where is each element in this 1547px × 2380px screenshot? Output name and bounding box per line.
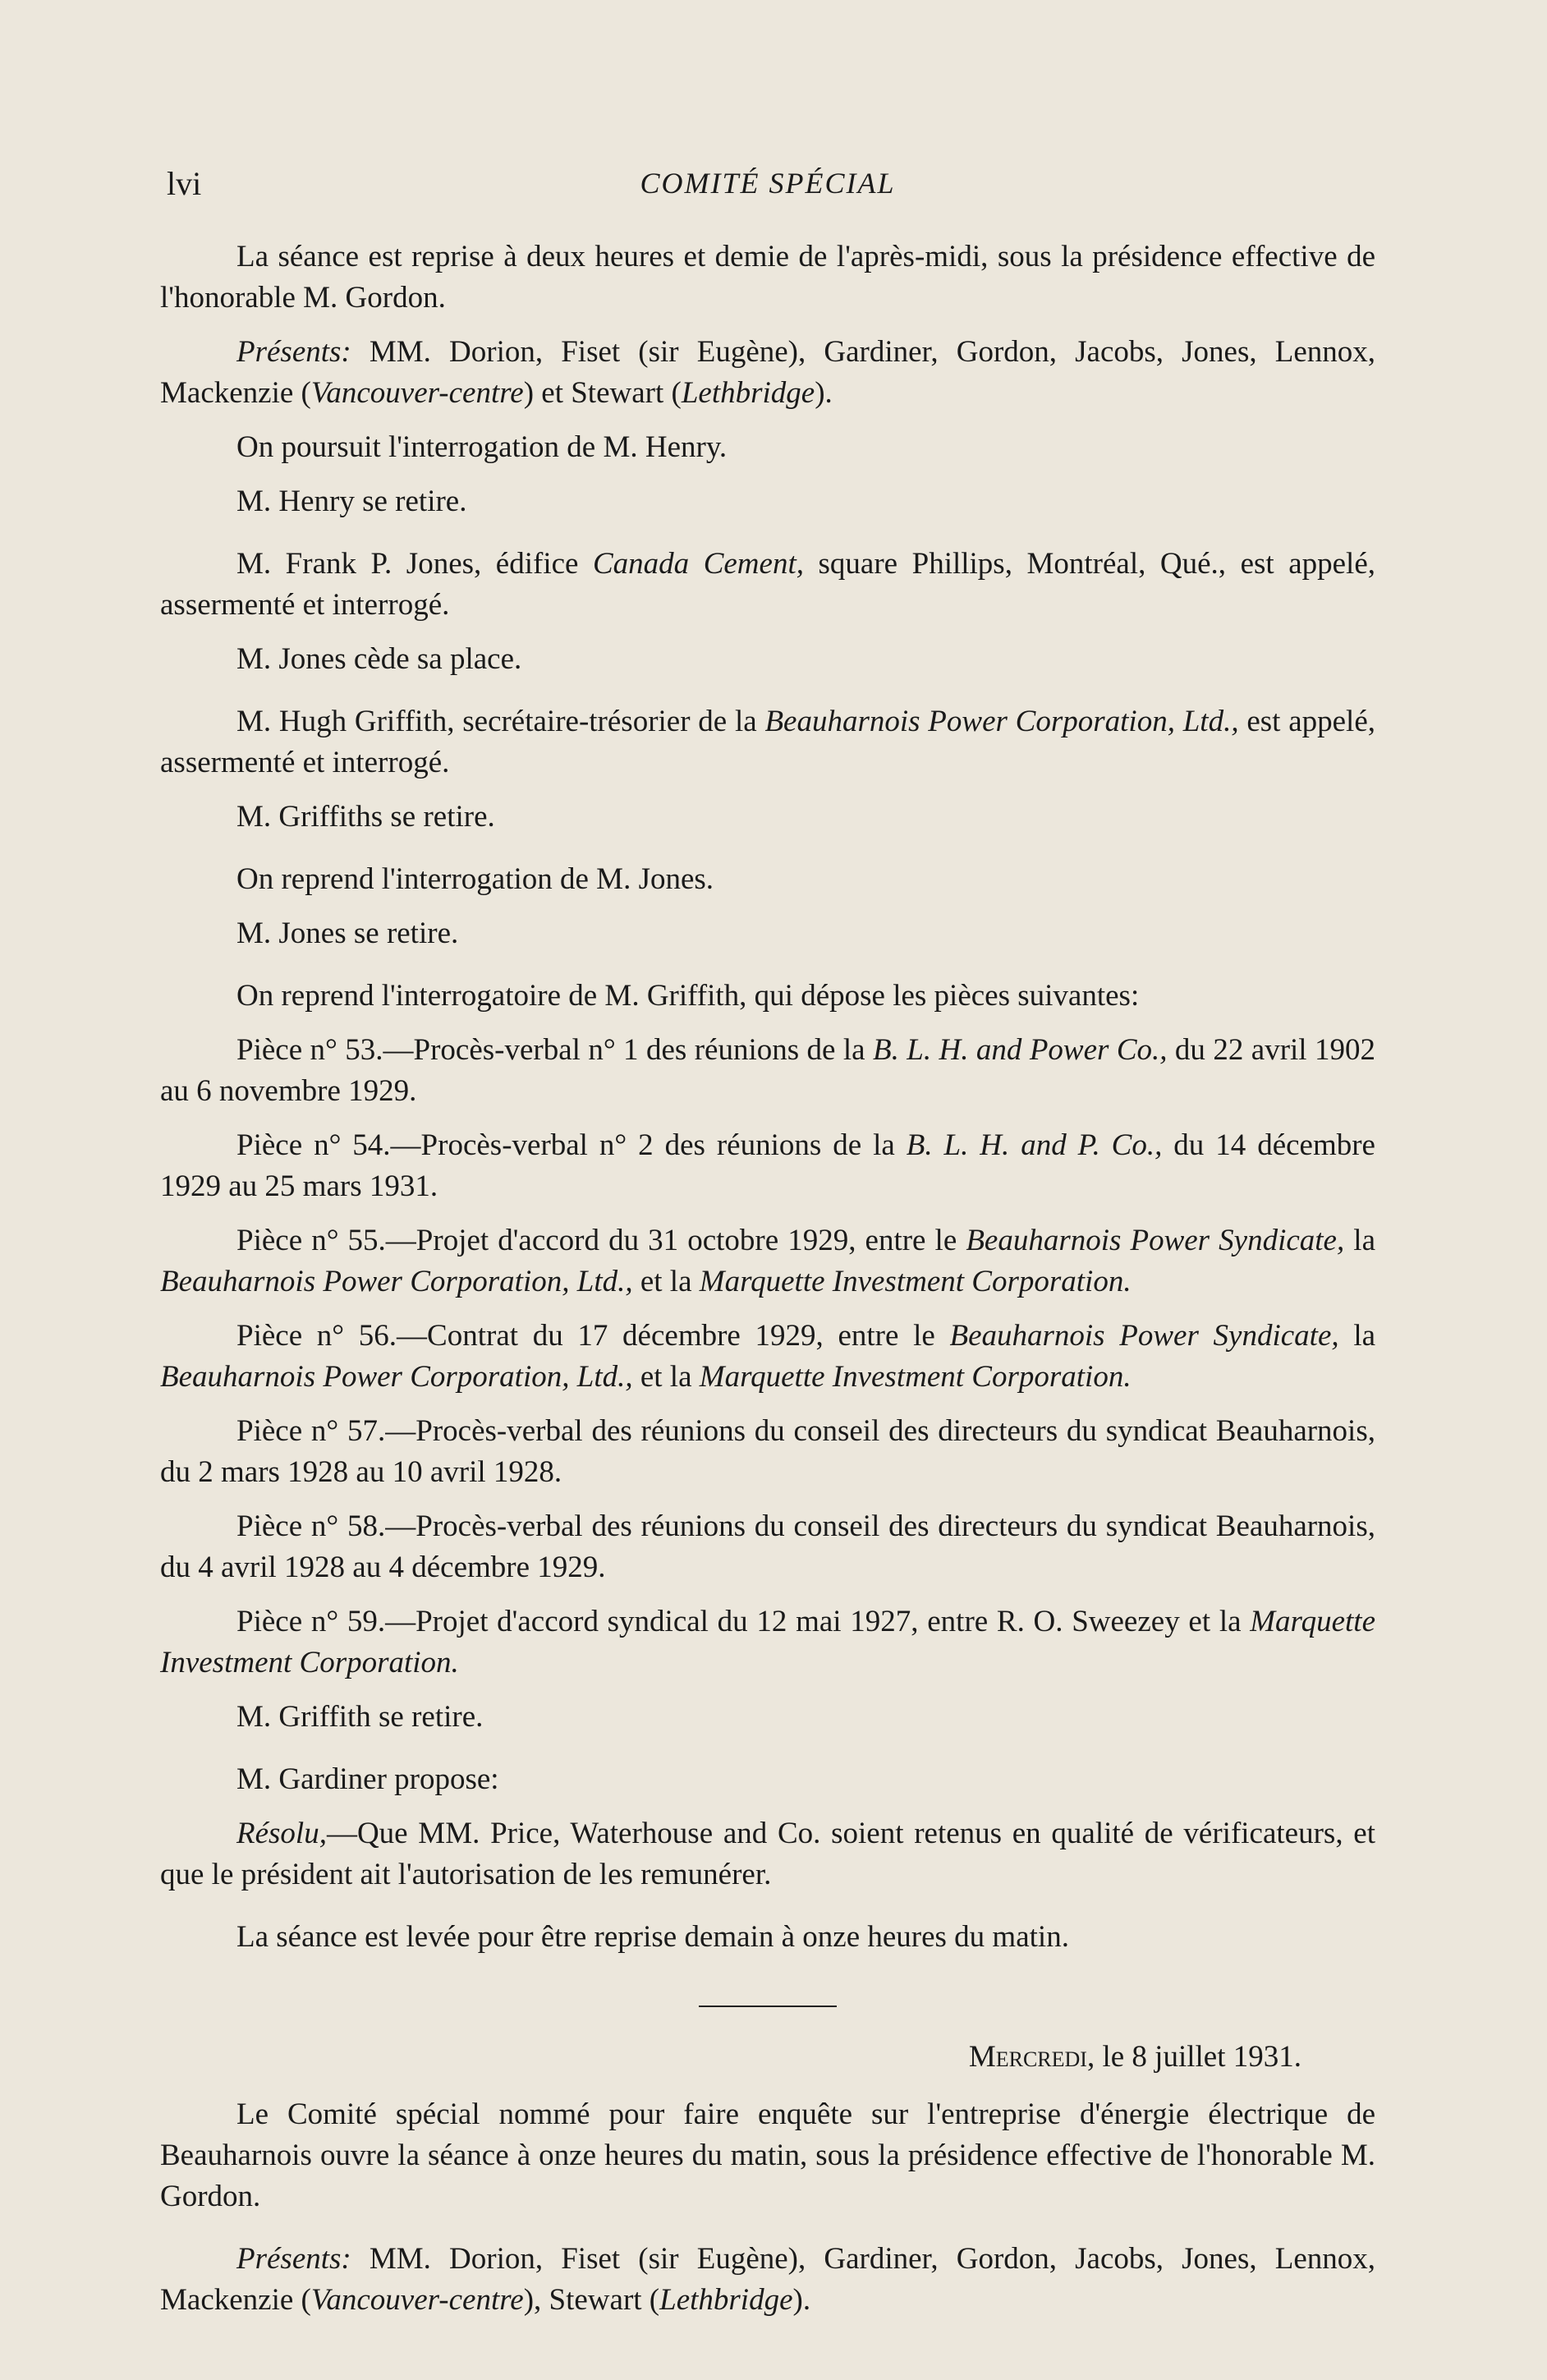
paragraph-jones-retires: M. Jones se retire. <box>236 917 459 950</box>
paragraph-griffith-retires: M. Griffith se retire. <box>236 1700 484 1734</box>
paragraph-griffith-exhibits-intro: On reprend l'interrogatoire de M. Griffith, qui dépose les pièces suivantes: <box>236 979 1140 1013</box>
exhibit-57: Pièce n° 57.—Procès-verbal des réunions du conseil des directeurs du syndicat Beauharnois, du 2 mars 1928 au 10 avril 1928. <box>160 1414 1375 1489</box>
present-label: Présents: <box>236 335 351 369</box>
exhibit-58: Pièce n° 58.—Procès-verbal des réunions du conseil des directeurs du syndicat Beauharnois, du 4 avril 1928 au 4 décembre 1929. <box>160 1509 1375 1584</box>
paragraph-resolution: Résolu,—Que MM. Price, Waterhouse and Co. soient retenus en qualité de vérificateurs, et que le président ait l'autorisation de les remunérer. <box>160 1817 1375 1891</box>
sitting-day: Mercredi, <box>968 2040 1095 2074</box>
present-label-2: Présents: <box>236 2242 351 2276</box>
paragraph-committee-opens: Le Comité spécial nommé pour faire enquête sur l'entreprise d'énergie électrique de Beauharnois ouvre la séance à onze heures du matin, sous la présidence effective de l'honorable M. Gordon. <box>160 2097 1375 2213</box>
exhibit-55: Pièce n° 55.—Projet d'accord du 31 octobre 1929, entre le Beauharnois Power Syndicate, la Beauharnois Power Corporation, Ltd., et la Marquette Investment Corporation. <box>160 1224 1376 1298</box>
paragraph-present-members-2: Présents: MM. Dorion, Fiset (sir Eugène), Gardiner, Gordon, Jacobs, Jones, Lennox, Mackenzie (Vancouver-centre), Stewart (Lethbridge). <box>160 2242 1375 2317</box>
exhibit-56: Pièce n° 56.—Contrat du 17 décembre 1929, entre le Beauharnois Power Syndicate, la Beauharnois Power Corporation, Ltd., et la Marquette Investment Corporation. <box>160 1319 1376 1394</box>
page-number: lvi <box>167 165 202 202</box>
sitting-date: Mercredi, le 8 juillet 1931. <box>968 2040 1301 2074</box>
paragraph-jones-resumed: On reprend l'interrogation de M. Jones. <box>236 862 714 896</box>
paragraph-henry-retires: M. Henry se retire. <box>236 485 467 518</box>
paragraph-jones-called: M. Frank P. Jones, édifice Canada Cement, square Phillips, Montréal, Qué., est appelé, assermenté et interrogé. <box>160 547 1376 622</box>
paragraph-present-members: Présents: MM. Dorion, Fiset (sir Eugène), Gardiner, Gordon, Jacobs, Jones, Lennox, Mackenzie (Vancouver-centre) et Stewart (Lethbridge). <box>160 335 1375 410</box>
paragraph-griffiths-retires: M. Griffiths se retire. <box>236 800 495 834</box>
paragraph-griffith-called: M. Hugh Griffith, secrétaire-trésorier de la Beauharnois Power Corporation, Ltd., est appelé, assermenté et interrogé. <box>160 705 1375 779</box>
paragraph-session-resumed: La séance est reprise à deux heures et demie de l'après-midi, sous la présidence effective de l'honorable M. Gordon. <box>160 240 1375 315</box>
paragraph-henry-interrogation: On poursuit l'interrogation de M. Henry. <box>236 430 728 464</box>
paragraph-gardiner-proposes: M. Gardiner propose: <box>236 1762 499 1796</box>
page-header <box>160 164 1375 222</box>
paragraph-adjournment: La séance est levée pour être reprise demain à onze heures du matin. <box>236 1920 1069 1954</box>
running-title: COMITÉ SPÉCIAL <box>640 167 896 200</box>
paragraph-jones-yields: M. Jones cède sa place. <box>236 642 522 676</box>
exhibit-54: Pièce n° 54.—Procès-verbal n° 2 des réunions de la B. L. H. and P. Co., du 14 décembre 1929 au 25 mars 1931. <box>160 1128 1375 1203</box>
exhibit-53: Pièce n° 53.—Procès-verbal n° 1 des réunions de la B. L. H. and Power Co., du 22 avril 1902 au 6 novembre 1929. <box>160 1033 1375 1108</box>
resolution-label: Résolu, <box>236 1817 327 1850</box>
section-divider <box>699 2006 837 2007</box>
exhibit-59: Pièce n° 59.—Projet d'accord syndical du 12 mai 1927, entre R. O. Sweezey et la Marquette Investment Corporation. <box>160 1605 1375 1679</box>
document-page <box>160 164 1375 2334</box>
